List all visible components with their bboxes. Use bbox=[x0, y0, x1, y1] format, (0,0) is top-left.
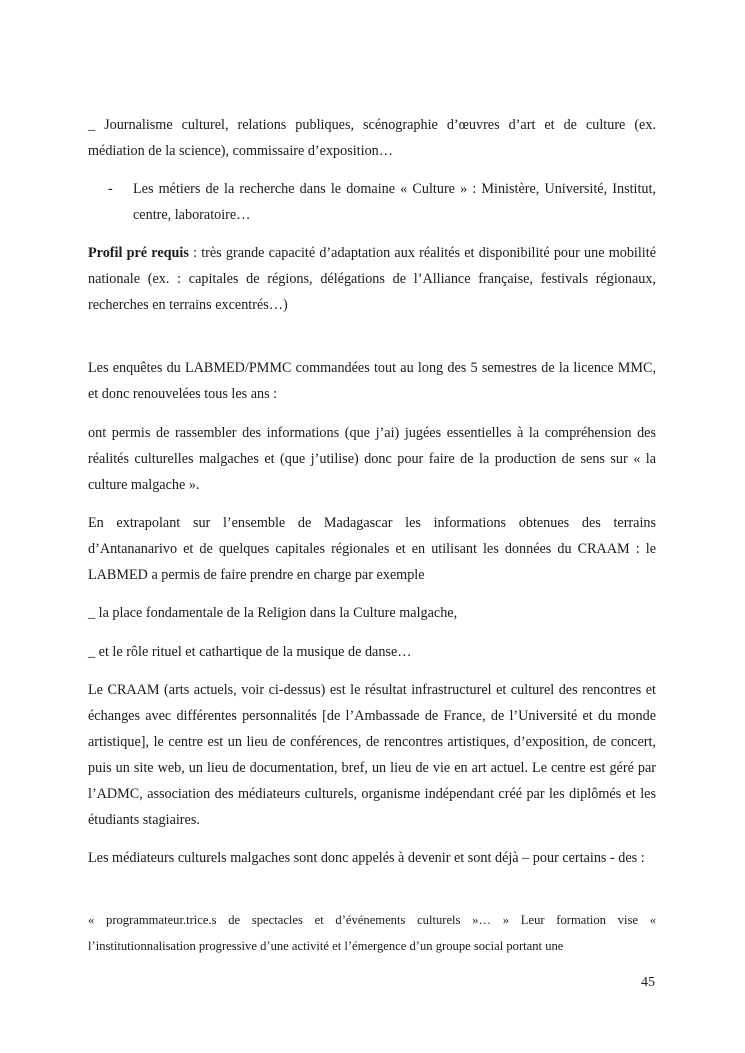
paragraph-informations: ont permis de rassembler des informations (que j’ai) jugées essentielles à la compréhension des réalités culturelles malgaches et (que j’utilise) donc pour faire de la production de sens sur « la culture malgache ». bbox=[88, 425, 656, 493]
paragraph-extrapolant: En extrapolant sur l’ensemble de Madagascar les informations obtenues des terrains d’Antananarivo et de quelques capitales régionales et en utilisant les données du CRAAM : le LABMED a permis de faire prendre en charge par exemple bbox=[88, 515, 656, 583]
profil-text: : très grande capacité d’adaptation aux réalités et disponibilité pour une mobilité nationale (ex. : capitales de régions, délégations de l’Alliance française, festivals régionaux, recherches en terrains excentrés…) bbox=[88, 245, 656, 313]
bullet-marker: - bbox=[108, 181, 113, 197]
paragraph-craam: Le CRAAM (arts actuels, voir ci-dessus) est le résultat infrastructurel et culturel des rencontres et échanges avec différentes personnalités [de l’Ambassade de France, de l’Université et du monde artistique], le centre est un lieu de conférences, de rencontres artistiques, d’exposition, de concert, puis un site web, un lieu de documentation, bref, un lieu de vie en art actuel. Le centre est géré par l’ADMC, association des médiateurs culturels, organisme indépendant créé par les diplômés et les étudiants stagiaires. bbox=[88, 682, 656, 828]
profil-label: Profil pré requis bbox=[88, 245, 189, 261]
paragraph-journalisme: _ Journalisme culturel, relations publiques, scénographie d’œuvres d’art et de culture (ex. médiation de la science), commissaire d’exposition… bbox=[88, 117, 656, 159]
paragraph-profil bbox=[88, 240, 656, 318]
item-religion: _ la place fondamentale de la Religion dans la Culture malgache, bbox=[88, 605, 458, 621]
paragraph-mediateurs: Les médiateurs culturels malgaches sont donc appelés à devenir et sont déjà – pour certains - des : bbox=[88, 850, 645, 866]
paragraph-programmateurs: « programmateur.trice.s de spectacles et d’événements culturels »… » Leur formation vise « l’institutionnalisation progressive d’une activité et l’émergence d’un groupe social portant une bbox=[88, 913, 656, 953]
bullet-item-recherche: Les métiers de la recherche dans le domaine « Culture » : Ministère, Université, Institut, centre, laboratoire… bbox=[133, 181, 656, 223]
paragraph-enquetes: Les enquêtes du LABMED/PMMC commandées tout au long des 5 semestres de la licence MMC, et donc renouvelées tous les ans : bbox=[88, 360, 656, 402]
page-number: 45 bbox=[641, 975, 655, 990]
item-musique: _ et le rôle rituel et cathartique de la musique de danse… bbox=[88, 644, 412, 660]
